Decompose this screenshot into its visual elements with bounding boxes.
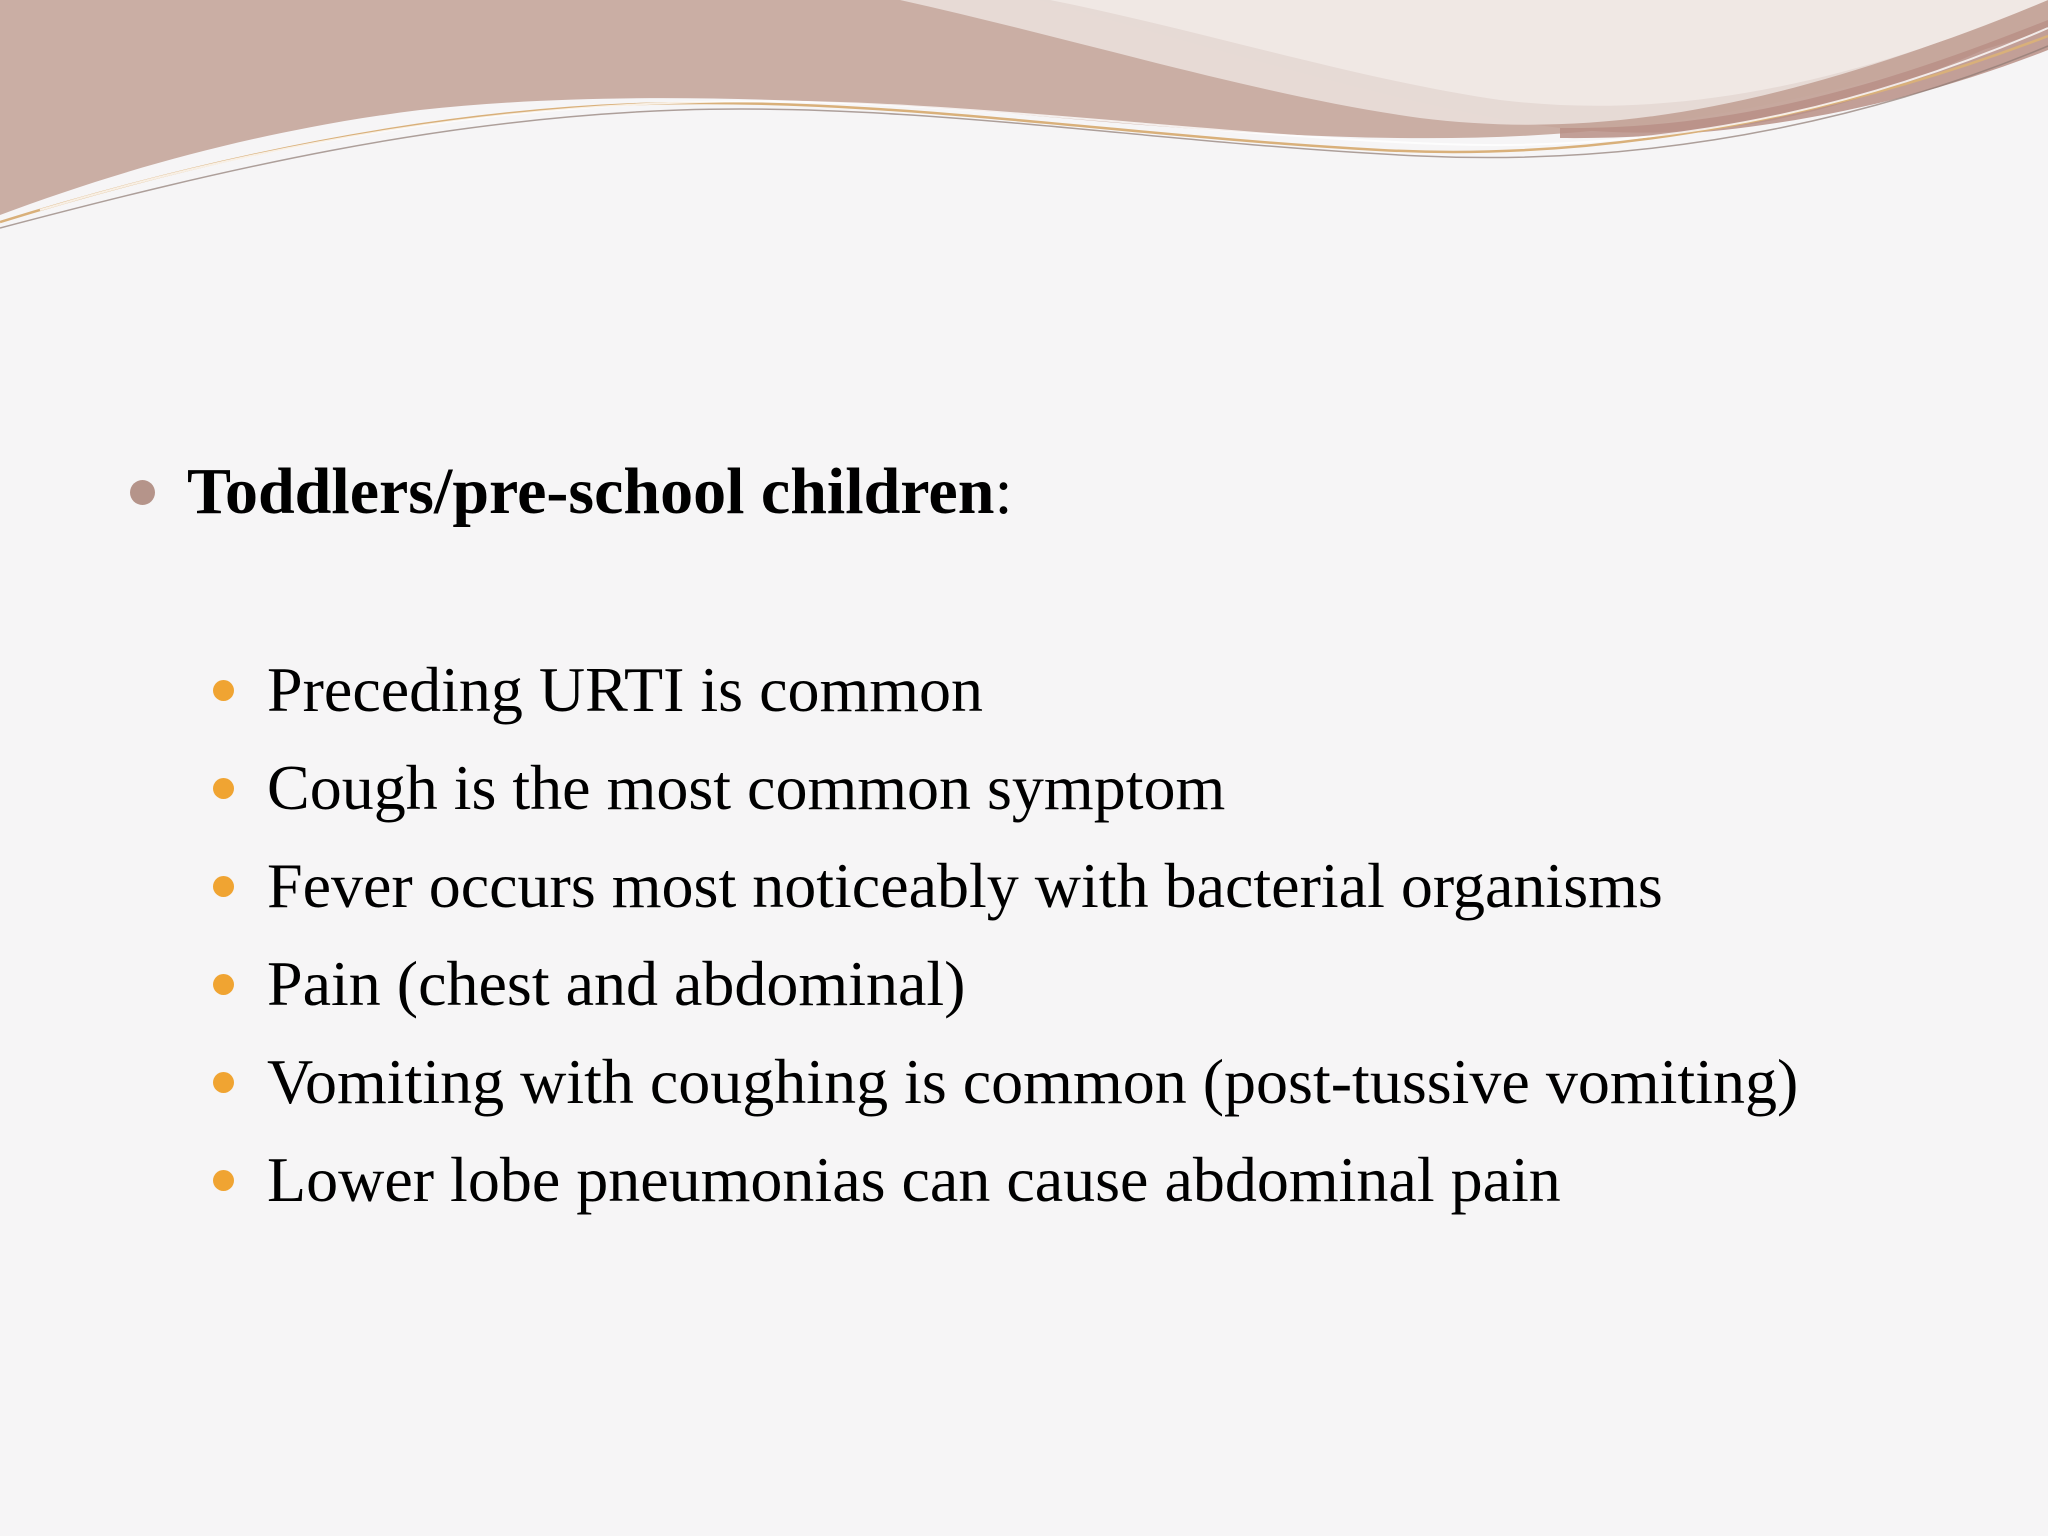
list-item-text: Pain (chest and abdominal)	[267, 948, 966, 1019]
list-item	[267, 837, 2008, 935]
list-item	[267, 1131, 2008, 1229]
list-item	[267, 935, 2008, 1033]
list-item-text: Preceding URTI is common	[267, 654, 984, 725]
list-item	[267, 739, 2008, 837]
list-item-text: Cough is the most common symptom	[267, 752, 1226, 823]
heading-suffix: :	[994, 455, 1013, 528]
heading-text: Toddlers/pre-school children	[187, 455, 995, 528]
header-wave-decoration	[0, 0, 2048, 260]
circle-bullet-icon	[213, 778, 234, 799]
circle-bullet-icon	[213, 1072, 234, 1093]
list-item-text: Lower lobe pneumonias can cause abdominal pain	[267, 1144, 1561, 1215]
circle-bullet-icon	[213, 974, 234, 995]
list-item	[267, 641, 2008, 739]
slide-content	[128, 440, 2008, 1229]
list-item	[267, 1033, 2008, 1131]
circle-bullet-icon	[213, 876, 234, 897]
circle-bullet-icon	[213, 1170, 234, 1191]
circle-bullet-icon	[130, 480, 155, 505]
heading-bullet-item	[128, 440, 2008, 544]
symptom-list	[128, 641, 2008, 1229]
list-item-text: Fever occurs most noticeably with bacterial organisms	[267, 850, 1663, 921]
circle-bullet-icon	[213, 680, 234, 701]
list-item-text: Vomiting with coughing is common (post-tussive vomiting)	[267, 1046, 1799, 1117]
